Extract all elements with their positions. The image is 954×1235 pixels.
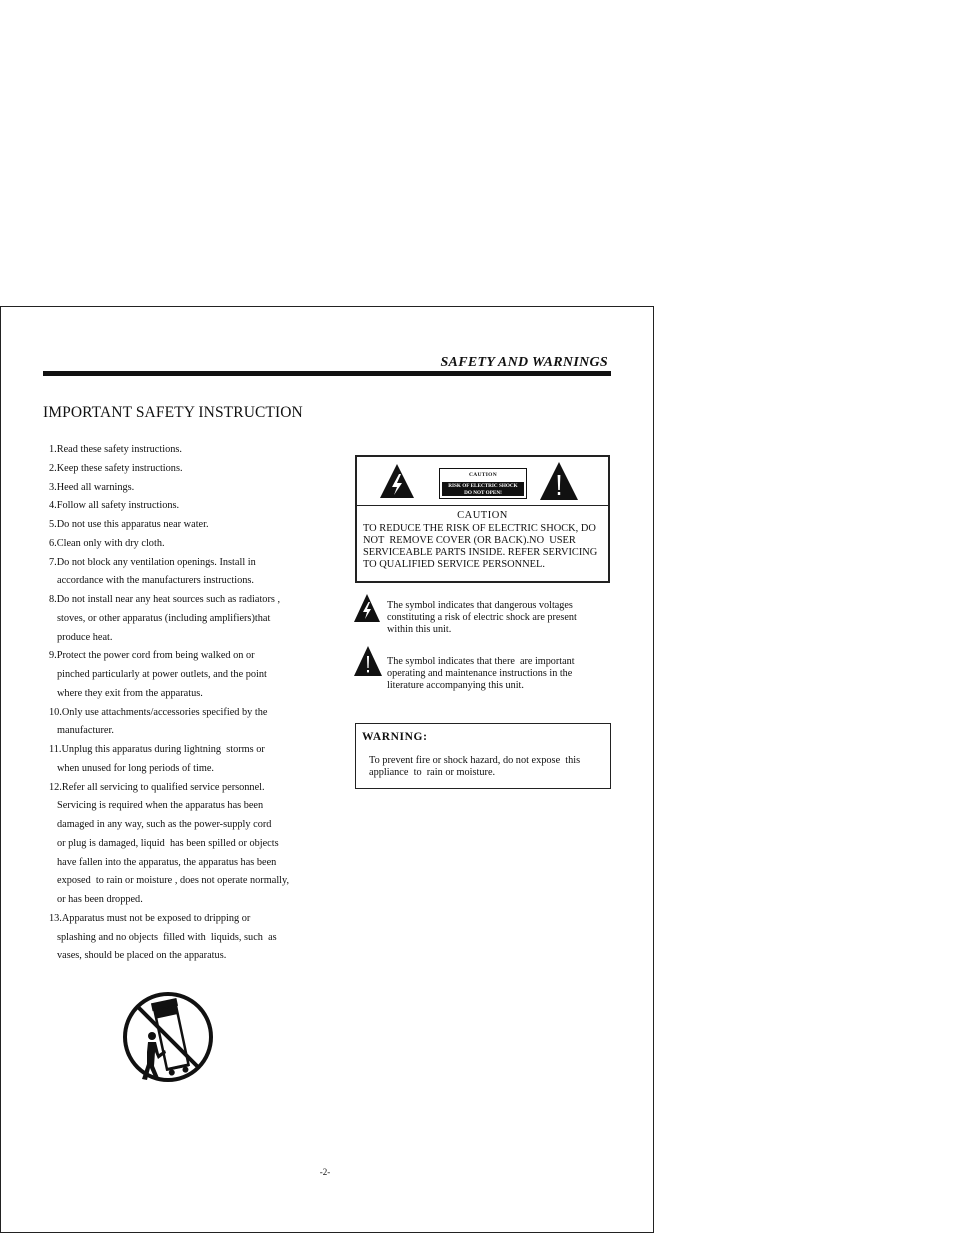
header-rule bbox=[43, 371, 611, 376]
lightning-triangle-icon bbox=[353, 593, 381, 623]
instruction-item: 5.Do not use this apparatus near water. bbox=[49, 519, 209, 530]
section-title: IMPORTANT SAFETY INSTRUCTION bbox=[43, 404, 303, 421]
instruction-item: 13.Apparatus must not be exposed to dripping or splashing and no objects filled with liquids, such as vases, should be placed on the apparatus. bbox=[49, 912, 277, 962]
instruction-item: 3.Heed all warnings. bbox=[49, 481, 135, 493]
caution-box bbox=[355, 455, 610, 583]
instruction-item: 4.Follow all safety instructions. bbox=[49, 500, 180, 512]
instruction-item: 8.Do not install near any heat sources such as radiators , stoves, or other apparatus (including amplifiers)that produce heat. bbox=[49, 594, 281, 643]
warning-box bbox=[355, 723, 611, 789]
caution-text: TO REDUCE THE RISK OF ELECTRIC SHOCK, DO NOT REMOVE COVER (OR BACK).NO USER SERVICEABLE PARTS INSIDE. REFER SERVICING TO QUALIFIED SERVICE PERSONNEL. bbox=[363, 523, 598, 570]
instruction-item: 9.Protect the power cord from being walked on or pinched particularly at power outlets, and the point where they exit from the apparatus. bbox=[49, 650, 267, 699]
symbol-description: The symbol indicates that there are important operating and maintenance instructions in the literature accompanying this unit. bbox=[387, 656, 575, 691]
safety-instruction-list bbox=[49, 441, 349, 966]
caution-label-line: RISK OF ELECTRIC SHOCK bbox=[448, 483, 518, 489]
page-header-title: SAFETY AND WARNINGS bbox=[440, 355, 608, 370]
warning-title: WARNING: bbox=[362, 731, 428, 743]
instruction-item: 2.Keep these safety instructions. bbox=[49, 462, 183, 474]
instruction-item: 1.Read these safety instructions. bbox=[49, 444, 182, 455]
instruction-item: 7.Do not block any ventilation openings. Install in accordance with the manufacturers instructions. bbox=[49, 556, 256, 587]
caution-label bbox=[439, 468, 527, 499]
caution-label-line: DO NOT OPEN! bbox=[464, 489, 502, 496]
no-cart-tip-over-icon bbox=[121, 990, 215, 1084]
caution-heading: CAUTION bbox=[457, 510, 508, 521]
caution-label-title: CAUTION bbox=[468, 472, 498, 478]
instruction-item: 6.Clean only with dry cloth. bbox=[49, 537, 165, 549]
caution-label-warning bbox=[442, 482, 524, 496]
instruction-item: 11.Unplug this apparatus during lightning storms or when unused for long periods of time. bbox=[49, 744, 265, 774]
symbol-description: The symbol indicates that dangerous voltages constituting a risk of electric shock are present within this unit. bbox=[387, 600, 577, 635]
instruction-item: 12.Refer all servicing to qualified service personnel. Servicing is required when the apparatus has been damaged in any way, such as the power-supply cord or plug is damaged, liquid has been spilled or objects have fallen into the apparatus, the apparatus has been exposed to rain or moisture , does not operate normally, or has been dropped. bbox=[49, 781, 290, 905]
page-number: -2- bbox=[319, 1167, 331, 1177]
caution-symbol-row bbox=[357, 457, 608, 506]
lightning-triangle-icon bbox=[379, 463, 415, 499]
instruction-item: 10.Only use attachments/accessories specified by the manufacturer. bbox=[49, 706, 268, 737]
exclamation-triangle-icon bbox=[539, 461, 579, 501]
warning-text: To prevent fire or shock hazard, do not expose this appliance to rain or moisture. bbox=[369, 755, 581, 778]
exclamation-triangle-icon bbox=[353, 645, 383, 677]
